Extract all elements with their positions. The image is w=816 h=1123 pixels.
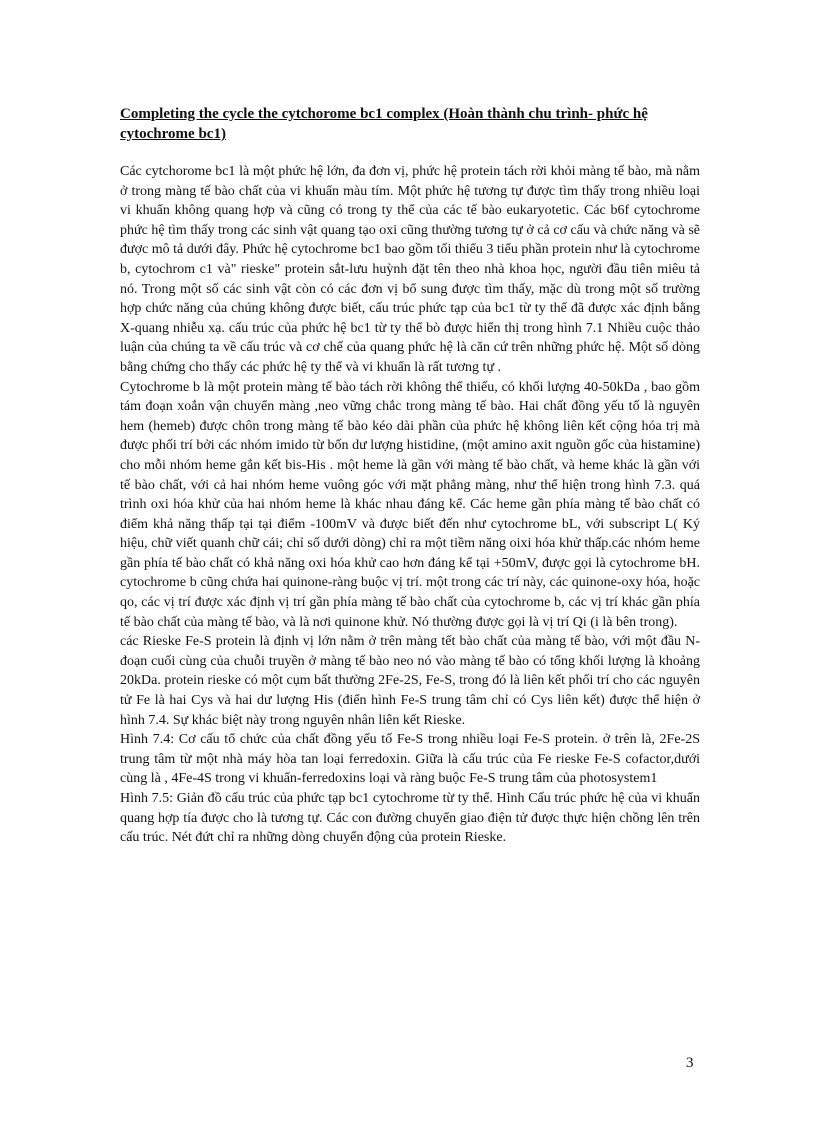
page-content bbox=[120, 104, 700, 848]
figure-caption-7-5: Hình 7.5: Giản đồ cấu trúc của phức tạp bc1 cytochrome từ ty thể. Hình Cấu trúc phức hệ của vi khuẩn quang hợp tía được cho là tương tự. Các con đường chuyển giao điện tử được thực hiện chồng lên trên cấu trúc. Nét đứt chỉ ra những dòng chuyển động của protein Rieske. bbox=[120, 791, 700, 846]
page-number: 3 bbox=[686, 1055, 694, 1071]
paragraph-cytochrome-b: Cytochrome b là một protein màng tế bào tách rời không thể thiếu, có khối lượng 40-50kDa , bao gồm tám đoạn xoắn vận chuyển màng ,neo vững chắc trong màng tế bào. Hai chất đồng yếu tố là nguyên hem (hemeb) được chôn trong màng tế bào kéo dài phần của phức hệ không liên kết cộng hóa trị mà được phối trí bởi các nhóm imido từ bốn dư lượng histidine, (một amino axit nguồn gốc của histamine) cho mỗi nhóm heme gắn kết bis-His . một heme là gần với màng tế bào chất, và heme khác là gần với tế bào chất, với cả hai nhóm heme vuông góc với mặt phẳng màng, như thể hiện trong hình 7.3. quá trình oxi hóa khử của hai nhóm heme là khác nhau đáng kể. Các heme gần phía màng tế bào chất có điểm khả năng thấp tại tại điểm -100mV và được biết đến như cytochrome bL, với subscript L( Ký hiệu, chữ viết quanh chữ cái; chỉ số dưới dòng) chỉ ra một tiềm năng oixi hóa khử thấp.các nhóm heme gần phía tế bào chất có khả năng oxi hóa khử cao hơn đáng kể tại +50mV, được gọi là cytochrome bH. cytochrome b cũng chứa hai quinone-ràng buộc vị trí. một trong các trí này, các quinone-oxy hóa, hoặc qo, các vị trí được xác định vị trí gần phía màng tế bào chất của cytochrome b, các vị trí khác gần phía tế bào chất của màng tế bào, và là nơi quinone khử. Nó thường được gọi là vị trí Qi (i là bên trong). bbox=[120, 379, 700, 630]
paragraph-cytochrome-bc1: Các cytchorome bc1 là một phức hệ lớn, đa đơn vị, phức hệ protein tách rời khỏi màng tế bào, mà nằm ở trong màng tế bào chất của vi khuẩn màu tím. Một phức hệ tương tự được tìm thấy trong nhiều loại vi khuẩn không quang hợp và cũng có trong ty thể của các tế bào eukaryotetic. Các b6f cytochrome phức hệ tìm thấy trong các sinh vật quang tạo oxi cũng thường tương tự ở cả cơ cấu và chức năng và sẽ được mô tả dưới đây. Phức hệ cytochrome bc1 bao gồm tối thiểu 3 tiểu phần protein như là cytochrome b, cytochrom c1 và" rieske" protein sắt-lưu huỳnh đặt tên theo nhà khoa học, người đầu tiên miêu tả nó. Trong một số các sinh vật còn có các đơn vị bổ sung được tìm thấy, mặc dù trong một số trường hợp chức năng của chúng không được biết, cấu trúc phức tạp của bc1 từ ty thể đã được xác định bằng X-quang nhiễu xạ. cấu trúc của phức hệ bc1 từ ty thể bò được hiển thị trong hình 7.1 Nhiều cuộc thảo luận của chúng ta về cấu trúc và cơ chế của quang phức hệ là căn cứ trên những phức hệ. Một số dòng bằng chứng cho thấy các phức hệ ty thể và vi khuẩn là rất tương tự . bbox=[120, 164, 700, 375]
figure-caption-7-4: Hình 7.4: Cơ cấu tổ chức của chất đồng yếu tố Fe-S trong nhiều loại Fe-S protein. ở trên là, 2Fe-2S trung tâm từ một nhà máy hòa tan loại ferredoxin. Giữa là cấu trúc của Fe rieske Fe-S cofactor,dưới cùng là , 4Fe-4S trong vi khuẩn-ferredoxins loại và ràng buộc Fe-S trung tâm của photosystem1 bbox=[120, 732, 700, 787]
section-heading: Completing the cycle the cytchorome bc1 complex (Hoàn thành chu trình- phức hệ cytochrome bc1) bbox=[120, 106, 648, 142]
paragraph-rieske-protein: các Rieske Fe-S protein là định vị lớn nằm ở trên màng tết bào chất của màng tế bào, với một đầu N- đoạn cuối cùng của chuỗi truyền ở màng tế bào neo nó vào màng tế bào có tổng khối lượng là khoảng 20kDa. protein rieske có một cụm bất thường 2Fe-2S, Fe-S, trong đó là liên kết phối trí cho các nguyên tử Fe là hai Cys và hai dư lượng His (điển hình Fe-S trung tâm chỉ có Cys liên kết) được thể hiện ở hình 7.4. Sự khác biệt này trong nguyên nhân liên kết Rieske. bbox=[120, 634, 700, 728]
